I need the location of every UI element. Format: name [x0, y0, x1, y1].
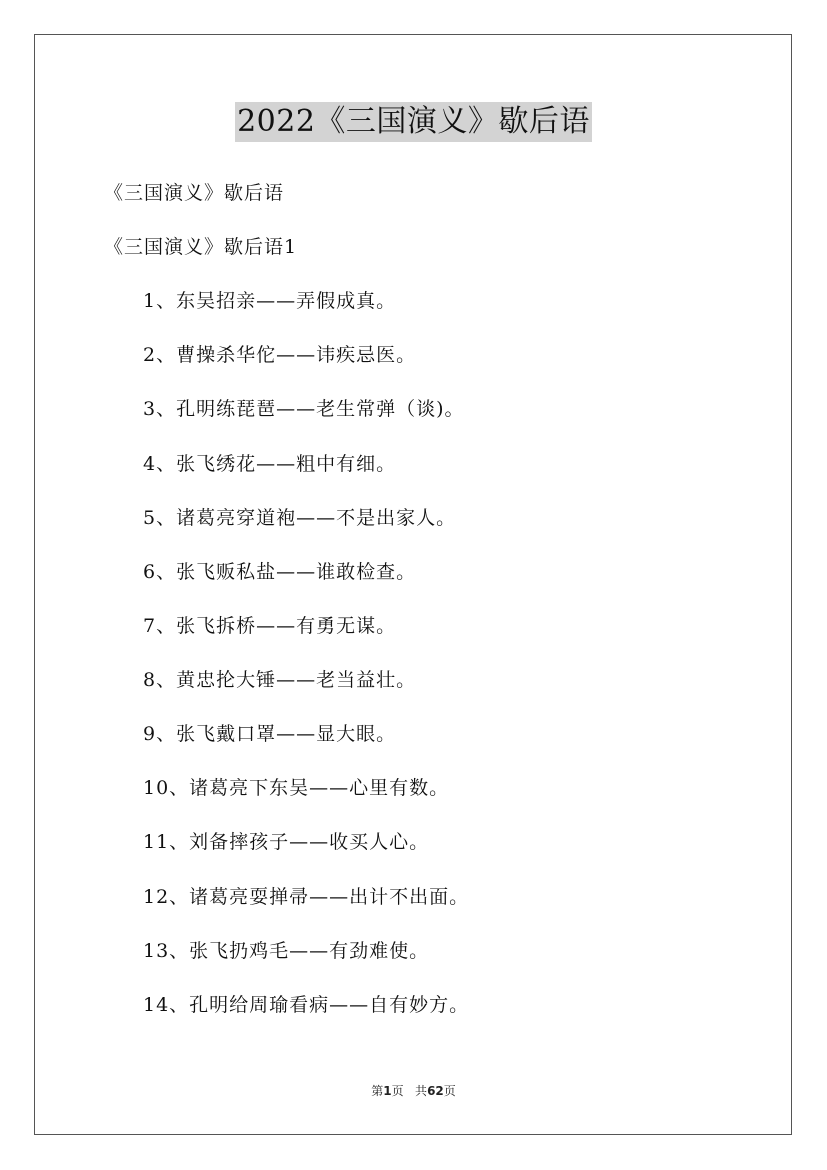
page-suffix: 页 — [391, 1084, 404, 1098]
list-item: 12、诸葛亮耍掸帚——出计不出面。 — [143, 886, 470, 908]
total-suffix: 页 — [443, 1084, 456, 1098]
subheading-section-1: 《三国演义》歇后语1 — [104, 236, 298, 258]
list-item: 11、刘备摔孩子——收买人心。 — [143, 831, 430, 853]
list-item: 9、张飞戴口罩——显大眼。 — [143, 723, 397, 745]
list-item: 2、曹操杀华佗——讳疾忌医。 — [143, 344, 417, 366]
title-container — [0, 102, 827, 142]
document-title: 2022《三国演义》歇后语 — [235, 102, 592, 142]
page-footer — [0, 1083, 827, 1099]
subheading-collection: 《三国演义》歇后语 — [104, 182, 285, 204]
list-item: 6、张飞贩私盐——谁敢检查。 — [143, 561, 417, 583]
list-item: 10、诸葛亮下东吴——心里有数。 — [143, 777, 450, 799]
list-item: 8、黄忠抡大锤——老当益壮。 — [143, 669, 417, 691]
list-item: 1、东吴招亲——弄假成真。 — [143, 290, 397, 312]
page-prefix: 第 — [371, 1084, 384, 1098]
list-item: 4、张飞绣花——粗中有细。 — [143, 453, 397, 475]
page-number: 1 — [383, 1084, 392, 1098]
list-item: 5、诸葛亮穿道袍——不是出家人。 — [143, 507, 457, 529]
list-item: 7、张飞拆桥——有勇无谋。 — [143, 615, 397, 637]
total-pages: 62 — [427, 1084, 444, 1098]
total-prefix: 共 — [415, 1084, 428, 1098]
list-item: 13、张飞扔鸡毛——有劲难使。 — [143, 940, 430, 962]
list-item: 3、孔明练琵琶——老生常弹（谈)。 — [143, 398, 465, 420]
list-item: 14、孔明给周瑜看病——自有妙方。 — [143, 994, 470, 1016]
